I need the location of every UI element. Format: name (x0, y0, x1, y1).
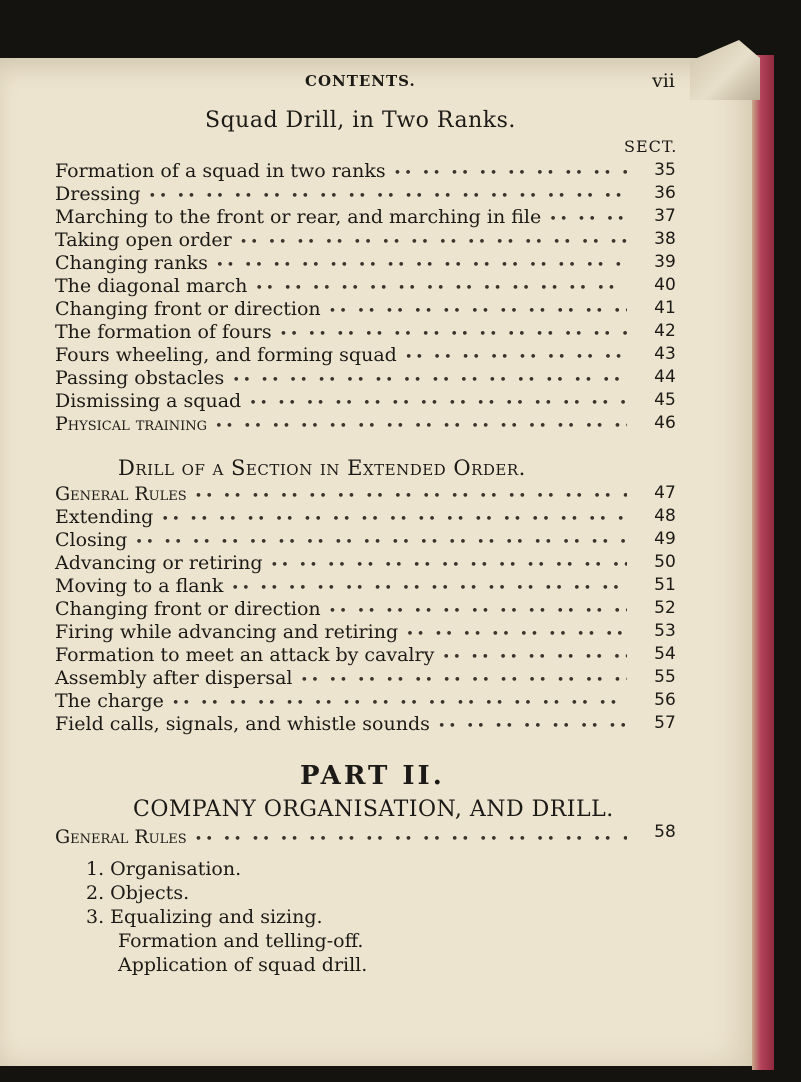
dot-leader (405, 346, 627, 369)
toc-entry[interactable] (55, 229, 627, 252)
toc-entry[interactable] (55, 160, 627, 183)
toc-entry[interactable] (55, 713, 627, 736)
sub-item: 3. Equalizing and sizing. (86, 906, 323, 928)
dot-leader (394, 162, 627, 185)
toc-entry[interactable] (55, 529, 627, 552)
dot-leader (255, 277, 627, 300)
toc-entry-sect: 45 (654, 390, 676, 410)
dot-leader (442, 646, 627, 669)
toc-entry[interactable] (55, 206, 627, 229)
toc-entry-sect: 50 (654, 552, 676, 572)
toc-entry-sect: 47 (654, 483, 676, 503)
sect-column-label: SECT. (624, 137, 678, 156)
toc-entry-label: Closing (55, 529, 128, 551)
toc-entry-sect: 41 (654, 298, 676, 318)
toc-entry[interactable] (55, 390, 627, 413)
dot-leader (149, 185, 627, 208)
toc-entry-label: Taking open order (55, 229, 232, 251)
toc-entry[interactable] (55, 506, 627, 529)
book-spine (752, 55, 774, 1070)
toc-entry[interactable] (55, 367, 627, 390)
toc-entry-label: Passing obstacles (55, 367, 225, 389)
toc-entry-sect: 38 (654, 229, 676, 249)
sub-item: Application of squad drill. (118, 954, 368, 976)
toc-entry[interactable] (55, 298, 627, 321)
toc-entry-sect: 58 (654, 822, 676, 842)
dot-leader (172, 692, 627, 715)
toc-entry[interactable] (55, 621, 627, 644)
toc-entry-sect: 54 (654, 644, 676, 664)
dot-leader (280, 323, 627, 346)
toc-entry[interactable] (55, 413, 627, 436)
toc-entry-label: Physical training (55, 413, 208, 435)
toc-entry-label: Moving to a flank (55, 575, 224, 597)
toc-entry-label: Marching to the front or rear, and marching in file (55, 206, 542, 228)
dot-leader (329, 300, 627, 323)
dot-leader (215, 415, 627, 438)
dot-leader (232, 369, 627, 392)
dot-leader (301, 669, 628, 692)
toc-entry[interactable] (55, 183, 627, 206)
dot-leader (549, 208, 627, 231)
sub-item: Formation and telling-off. (118, 930, 364, 952)
toc-entry-sect: 36 (654, 183, 676, 203)
toc-entry-label: Assembly after dispersal (55, 667, 293, 689)
dot-leader (249, 392, 627, 415)
toc-entry-sect: 35 (654, 160, 676, 180)
toc-entry-label: Changing ranks (55, 252, 208, 274)
toc-entry-sect: 40 (654, 275, 676, 295)
dot-leader (216, 254, 627, 277)
toc-entry-sect: 46 (654, 413, 676, 433)
toc-entry-label: Advancing or retiring (55, 552, 263, 574)
toc-entry-sect: 37 (654, 206, 676, 226)
dot-leader (406, 623, 627, 646)
toc-entry-sect: 48 (654, 506, 676, 526)
toc-entry-sect: 57 (654, 713, 676, 733)
toc-entry-sect: 49 (654, 529, 676, 549)
toc-entry-label: Firing while advancing and retiring (55, 621, 399, 643)
part-subheading: COMPANY ORGANISATION, AND DRILL. (133, 797, 614, 822)
toc-entry[interactable] (55, 644, 627, 667)
section-heading-extended-order: Drill of a Section in Extended Order. (118, 456, 526, 480)
toc-entry-label: Formation to meet an attack by cavalry (55, 644, 435, 666)
page-corner-curl (690, 40, 760, 100)
dot-leader (195, 485, 627, 508)
toc-entry-sect: 44 (654, 367, 676, 387)
dot-leader (271, 554, 628, 577)
toc-entry-label: Extending (55, 506, 154, 528)
sub-item: 1. Organisation. (86, 858, 242, 880)
toc-entry[interactable] (55, 344, 627, 367)
toc-entry-label: The formation of fours (55, 321, 272, 343)
toc-entry[interactable] (55, 483, 627, 506)
toc-entry-label: Dismissing a squad (55, 390, 242, 412)
toc-entry-sect: 43 (654, 344, 676, 364)
part-heading: PART II. (300, 761, 445, 791)
toc-entry[interactable] (55, 667, 627, 690)
toc-entry-label: General Rules (55, 826, 187, 848)
toc-entry-label: General Rules (55, 483, 187, 505)
toc-entry-sect: 51 (654, 575, 676, 595)
toc-entry-label: The charge (55, 690, 164, 712)
toc-entry-label: Fours wheeling, and forming squad (55, 344, 397, 366)
toc-entry[interactable] (55, 690, 627, 713)
toc-entry-label: Changing front or direction (55, 598, 321, 620)
dot-leader (240, 231, 627, 254)
toc-entry-sect: 39 (654, 252, 676, 272)
toc-entry[interactable] (55, 252, 627, 275)
toc-entry[interactable] (55, 321, 627, 344)
section-heading-squad-drill: Squad Drill, in Two Ranks. (205, 108, 516, 133)
toc-entry-label: Changing front or direction (55, 298, 321, 320)
toc-entry[interactable] (55, 552, 627, 575)
toc-entry[interactable] (55, 598, 627, 621)
dot-leader (438, 715, 627, 738)
toc-entry-sect: 53 (654, 621, 676, 641)
toc-entry-label: Formation of a squad in two ranks (55, 160, 386, 182)
page-number: vii (652, 70, 675, 92)
running-header-title: CONTENTS. (305, 72, 416, 90)
toc-entry-sect: 42 (654, 321, 676, 341)
dot-leader (195, 828, 627, 851)
toc-entry-sect: 55 (654, 667, 676, 687)
toc-entry-sect: 52 (654, 598, 676, 618)
toc-entry-label: Field calls, signals, and whistle sounds (55, 713, 430, 735)
toc-entry[interactable] (55, 275, 627, 298)
toc-entry[interactable] (55, 575, 627, 598)
dot-leader (161, 508, 627, 531)
sub-item: 2. Objects. (86, 882, 190, 904)
dot-leader (135, 531, 627, 554)
toc-entry-label: The diagonal march (55, 275, 248, 297)
toc-entry-label: Dressing (55, 183, 141, 205)
toc-entry-sect: 56 (654, 690, 676, 710)
dot-leader (231, 577, 627, 600)
toc-entry[interactable] (55, 826, 627, 849)
dot-leader (329, 600, 627, 623)
